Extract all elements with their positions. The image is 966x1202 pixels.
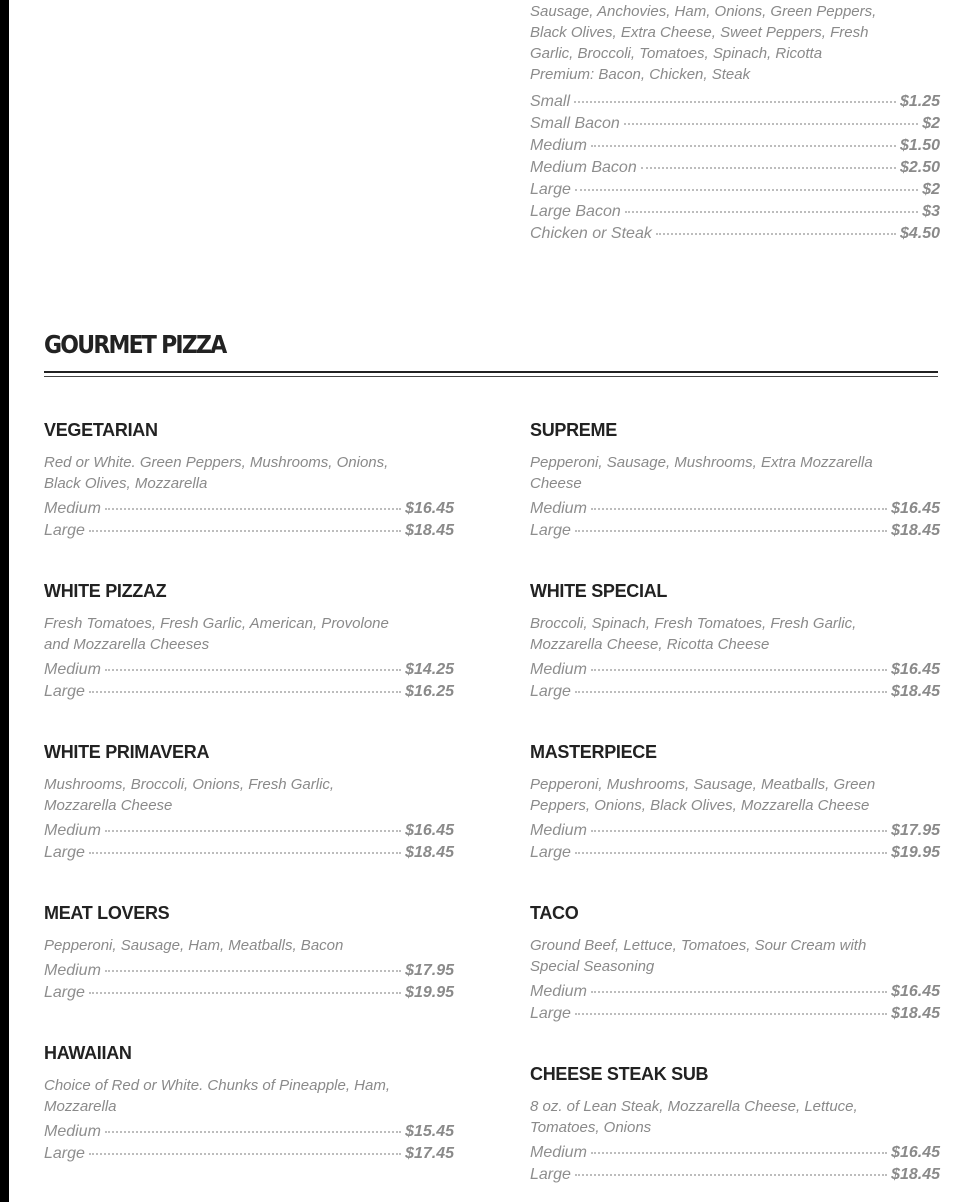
item-name: MEAT LOVERS bbox=[44, 903, 170, 923]
dot-leader bbox=[591, 508, 887, 510]
price-row bbox=[530, 1144, 940, 1166]
price-label: Medium bbox=[530, 983, 587, 1000]
item-name: WHITE PRIMAVERA bbox=[44, 742, 210, 762]
price-row bbox=[44, 500, 454, 522]
left-edge-bar bbox=[0, 0, 9, 1202]
desc-line: Pepperoni, Sausage, Ham, Meatballs, Bacon bbox=[44, 937, 344, 954]
menu-item bbox=[530, 1064, 940, 1188]
price-amount: $18.45 bbox=[891, 1166, 940, 1183]
toppings-block bbox=[530, 1, 940, 247]
item-price-list bbox=[530, 500, 940, 544]
dot-leader bbox=[89, 691, 401, 693]
price-label: Chicken or Steak bbox=[530, 225, 652, 242]
price-row bbox=[530, 93, 940, 115]
desc-line: Broccoli, Spinach, Fresh Tomatoes, Fresh Garlic, bbox=[530, 615, 857, 632]
price-amount: $1.50 bbox=[899, 137, 940, 154]
desc-line: Fresh Tomatoes, Fresh Garlic, American, Provolone bbox=[44, 615, 389, 632]
item-description bbox=[530, 613, 940, 655]
price-row bbox=[530, 983, 940, 1005]
price-label: Medium Bacon bbox=[530, 159, 637, 176]
price-row bbox=[530, 822, 940, 844]
dot-leader bbox=[89, 1153, 401, 1155]
desc-line: Mozzarella Cheese, Ricotta Cheese bbox=[530, 636, 770, 653]
item-description bbox=[44, 452, 454, 494]
price-amount: $16.45 bbox=[405, 822, 454, 839]
price-row bbox=[44, 962, 454, 984]
item-price-list bbox=[44, 500, 454, 544]
price-label: Large bbox=[530, 683, 571, 700]
price-row bbox=[530, 1005, 940, 1027]
dot-leader bbox=[575, 1174, 887, 1176]
item-price-list bbox=[44, 822, 454, 866]
item-name: VEGETARIAN bbox=[44, 420, 158, 440]
item-description bbox=[530, 774, 940, 816]
dot-leader bbox=[575, 852, 887, 854]
price-row bbox=[530, 225, 940, 247]
dot-leader bbox=[625, 211, 918, 213]
item-price-list bbox=[44, 661, 454, 705]
price-amount: $2.50 bbox=[899, 159, 940, 176]
price-row bbox=[44, 1145, 454, 1167]
price-amount: $18.45 bbox=[891, 522, 940, 539]
item-price-list bbox=[530, 661, 940, 705]
price-amount: $16.45 bbox=[891, 500, 940, 517]
item-name: WHITE SPECIAL bbox=[530, 581, 668, 601]
item-price-list bbox=[44, 962, 454, 1006]
price-row bbox=[530, 844, 940, 866]
section-title: GOURMET PIZZA bbox=[44, 330, 226, 359]
toppings-desc-line: Sausage, Anchovies, Ham, Onions, Green Peppers, bbox=[530, 3, 877, 20]
desc-line: 8 oz. of Lean Steak, Mozzarella Cheese, Lettuce, bbox=[530, 1098, 858, 1115]
desc-line: Pepperoni, Mushrooms, Sausage, Meatballs, Green bbox=[530, 776, 876, 793]
item-description bbox=[530, 935, 940, 977]
price-row bbox=[530, 661, 940, 683]
price-label: Large bbox=[530, 1005, 571, 1022]
toppings-desc-line: Premium: Bacon, Chicken, Steak bbox=[530, 66, 751, 83]
item-price-list bbox=[530, 822, 940, 866]
price-label: Large bbox=[44, 984, 85, 1001]
price-row bbox=[530, 1166, 940, 1188]
price-row bbox=[530, 115, 940, 137]
dot-leader bbox=[574, 101, 896, 103]
price-amount: $1.25 bbox=[899, 93, 940, 110]
price-amount: $4.50 bbox=[899, 225, 940, 242]
price-row bbox=[44, 844, 454, 866]
price-row bbox=[44, 1123, 454, 1145]
toppings-desc-line: Garlic, Broccoli, Tomatoes, Spinach, Ricotta bbox=[530, 45, 823, 62]
item-name: MASTERPIECE bbox=[530, 742, 657, 762]
price-label: Large bbox=[44, 522, 85, 539]
price-amount: $16.45 bbox=[891, 1144, 940, 1161]
price-row bbox=[44, 822, 454, 844]
item-price-list bbox=[530, 1144, 940, 1188]
desc-line: Special Seasoning bbox=[530, 958, 655, 975]
section-divider bbox=[44, 371, 938, 373]
desc-line: Peppers, Onions, Black Olives, Mozzarella Cheese bbox=[530, 797, 870, 814]
price-amount: $18.45 bbox=[405, 522, 454, 539]
toppings-desc-line: Black Olives, Extra Cheese, Sweet Peppers, Fresh bbox=[530, 24, 869, 41]
item-description bbox=[530, 1096, 940, 1138]
dot-leader bbox=[105, 508, 401, 510]
price-label: Large bbox=[44, 844, 85, 861]
price-amount: $2 bbox=[922, 181, 940, 198]
dot-leader bbox=[591, 991, 887, 993]
dot-leader bbox=[105, 970, 401, 972]
price-row bbox=[530, 500, 940, 522]
price-amount: $2 bbox=[922, 115, 940, 132]
price-row bbox=[530, 181, 940, 203]
price-amount: $14.25 bbox=[405, 661, 454, 678]
price-label: Large bbox=[530, 522, 571, 539]
price-label: Large bbox=[530, 181, 571, 198]
menu-item bbox=[44, 420, 454, 544]
dot-leader bbox=[575, 530, 887, 532]
price-label: Medium bbox=[44, 1123, 101, 1140]
price-row bbox=[530, 522, 940, 544]
price-label: Medium bbox=[530, 822, 587, 839]
price-amount: $18.45 bbox=[891, 1005, 940, 1022]
dot-leader bbox=[656, 233, 896, 235]
price-label: Large Bacon bbox=[530, 203, 621, 220]
menu-item bbox=[44, 1043, 454, 1167]
item-price-list bbox=[44, 1123, 454, 1167]
price-label: Large bbox=[530, 1166, 571, 1183]
price-amount: $16.45 bbox=[891, 983, 940, 1000]
desc-line: Pepperoni, Sausage, Mushrooms, Extra Mozzarella bbox=[530, 454, 873, 471]
toppings-description bbox=[530, 1, 940, 85]
dot-leader bbox=[89, 852, 401, 854]
price-row bbox=[44, 522, 454, 544]
dot-leader bbox=[575, 189, 918, 191]
section-divider bbox=[44, 376, 938, 377]
price-amount: $19.95 bbox=[405, 984, 454, 1001]
desc-line: Ground Beef, Lettuce, Tomatoes, Sour Cream with bbox=[530, 937, 867, 954]
menu-item bbox=[44, 742, 454, 866]
dot-leader bbox=[641, 167, 896, 169]
menu-item bbox=[530, 581, 940, 705]
dot-leader bbox=[575, 691, 887, 693]
item-description bbox=[44, 1075, 454, 1117]
price-label: Medium bbox=[530, 500, 587, 517]
price-label: Large bbox=[44, 683, 85, 700]
desc-line: Mushrooms, Broccoli, Onions, Fresh Garlic, bbox=[44, 776, 335, 793]
price-row bbox=[530, 137, 940, 159]
dot-leader bbox=[105, 830, 401, 832]
desc-line: Tomatoes, Onions bbox=[530, 1119, 652, 1136]
toppings-price-list bbox=[530, 93, 940, 247]
desc-line: and Mozzarella Cheeses bbox=[44, 636, 210, 653]
price-amount: $17.45 bbox=[405, 1145, 454, 1162]
dot-leader bbox=[591, 1152, 887, 1154]
item-name: WHITE PIZZAZ bbox=[44, 581, 167, 601]
price-label: Medium bbox=[44, 661, 101, 678]
price-label: Large bbox=[530, 844, 571, 861]
dot-leader bbox=[591, 145, 896, 147]
price-row bbox=[44, 683, 454, 705]
price-amount: $19.95 bbox=[891, 844, 940, 861]
desc-line: Mozzarella bbox=[44, 1098, 117, 1115]
dot-leader bbox=[105, 1131, 401, 1133]
item-description bbox=[44, 935, 454, 956]
item-name: CHEESE STEAK SUB bbox=[530, 1064, 709, 1084]
desc-line: Cheese bbox=[530, 475, 582, 492]
dot-leader bbox=[591, 830, 887, 832]
price-row bbox=[530, 203, 940, 225]
price-amount: $15.45 bbox=[405, 1123, 454, 1140]
desc-line: Choice of Red or White. Chunks of Pineapple, Ham, bbox=[44, 1077, 391, 1094]
item-description bbox=[44, 613, 454, 655]
desc-line: Black Olives, Mozzarella bbox=[44, 475, 208, 492]
price-row bbox=[44, 661, 454, 683]
menu-item bbox=[44, 903, 454, 1006]
price-amount: $17.95 bbox=[405, 962, 454, 979]
price-label: Large bbox=[44, 1145, 85, 1162]
dot-leader bbox=[624, 123, 918, 125]
desc-line: Mozzarella Cheese bbox=[44, 797, 173, 814]
price-amount: $16.25 bbox=[405, 683, 454, 700]
price-label: Medium bbox=[530, 661, 587, 678]
price-row bbox=[530, 683, 940, 705]
price-label: Medium bbox=[530, 137, 587, 154]
price-row bbox=[44, 984, 454, 1006]
dot-leader bbox=[591, 669, 887, 671]
price-amount: $3 bbox=[922, 203, 940, 220]
price-label: Medium bbox=[44, 962, 101, 979]
price-amount: $17.95 bbox=[891, 822, 940, 839]
dot-leader bbox=[89, 992, 401, 994]
menu-item bbox=[44, 581, 454, 705]
price-amount: $18.45 bbox=[891, 683, 940, 700]
item-description bbox=[530, 452, 940, 494]
item-name: TACO bbox=[530, 903, 579, 923]
price-label: Medium bbox=[44, 822, 101, 839]
menu-item bbox=[530, 742, 940, 866]
price-row bbox=[530, 159, 940, 181]
menu-item bbox=[530, 420, 940, 544]
dot-leader bbox=[105, 669, 401, 671]
price-amount: $16.45 bbox=[405, 500, 454, 517]
dot-leader bbox=[89, 530, 401, 532]
menu-item bbox=[530, 903, 940, 1027]
item-name: HAWAIIAN bbox=[44, 1043, 132, 1063]
price-amount: $18.45 bbox=[405, 844, 454, 861]
dot-leader bbox=[575, 1013, 887, 1015]
price-label: Medium bbox=[44, 500, 101, 517]
price-label: Small bbox=[530, 93, 571, 110]
item-price-list bbox=[530, 983, 940, 1027]
desc-line: Red or White. Green Peppers, Mushrooms, Onions, bbox=[44, 454, 389, 471]
price-amount: $16.45 bbox=[891, 661, 940, 678]
price-label: Small Bacon bbox=[530, 115, 620, 132]
item-description bbox=[44, 774, 454, 816]
item-name: SUPREME bbox=[530, 420, 617, 440]
price-label: Medium bbox=[530, 1144, 587, 1161]
